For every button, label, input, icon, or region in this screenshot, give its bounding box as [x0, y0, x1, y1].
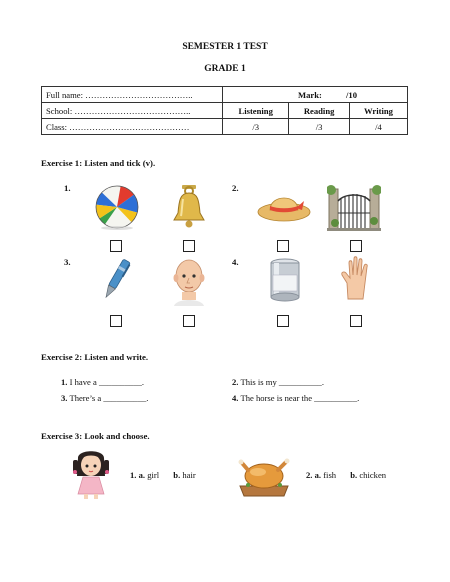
paint-can-icon: [268, 257, 302, 303]
reading-header: Reading: [289, 103, 350, 119]
exercise-1-title: Exercise 1: Listen and tick (v).: [41, 158, 156, 168]
tick-box-3b[interactable]: [183, 315, 195, 327]
listening-score: /3: [223, 119, 289, 135]
write-item-1-number: 1.: [61, 377, 68, 387]
tick-box-1a[interactable]: [110, 240, 122, 252]
write-item-3-text[interactable]: There’s a __________.: [67, 393, 149, 403]
choose-item-2-b-label: b.: [350, 470, 358, 480]
choose-item-1: [130, 470, 196, 480]
write-item-3-number: 3.: [61, 393, 68, 403]
tick-box-2b[interactable]: [350, 240, 362, 252]
hand-icon: [339, 255, 373, 303]
write-item-1-text[interactable]: I have a __________.: [67, 377, 145, 387]
mark-label: Mark:: [298, 89, 322, 100]
sun-hat-icon: [256, 188, 312, 224]
item-number-2: 2.: [232, 183, 239, 193]
tick-box-2a[interactable]: [277, 240, 289, 252]
item-number-1: 1.: [64, 183, 71, 193]
pen-icon: [100, 256, 132, 304]
choose-item-2-number: 2. a.: [306, 470, 322, 480]
write-item-4: [232, 393, 359, 403]
choose-item-2-option-b[interactable]: chicken: [357, 470, 387, 480]
tick-box-1b[interactable]: [183, 240, 195, 252]
write-item-4-number: 4.: [232, 393, 239, 403]
page-title: SEMESTER 1 TEST: [182, 42, 268, 52]
tick-box-4a[interactable]: [277, 315, 289, 327]
choose-item-1-b-label: b.: [173, 470, 181, 480]
choose-item-1-option-a[interactable]: girl: [145, 470, 160, 480]
info-table: [41, 86, 408, 135]
write-item-2-text[interactable]: This is my __________.: [238, 377, 325, 387]
tick-box-4b[interactable]: [350, 315, 362, 327]
write-item-3: [61, 393, 148, 403]
write-item-2: [232, 377, 324, 387]
choose-item-1-option-b[interactable]: hair: [180, 470, 196, 480]
write-item-2-number: 2.: [232, 377, 239, 387]
full-name-field[interactable]: Full name: ………………………………..: [42, 87, 223, 103]
gate-icon: [327, 183, 381, 231]
exercise-2-title: Exercise 2: Listen and write.: [41, 352, 149, 362]
exercise-3-title: Exercise 3: Look and choose.: [41, 431, 150, 441]
bell-icon: [170, 183, 208, 231]
item-number-4: 4.: [232, 257, 239, 267]
item-number-3: 3.: [64, 257, 71, 267]
tick-box-3a[interactable]: [110, 315, 122, 327]
choose-item-2-option-a[interactable]: fish: [321, 470, 337, 480]
reading-score: /3: [289, 119, 350, 135]
mark-cell: [223, 87, 408, 103]
write-item-1: [61, 377, 144, 387]
listening-header: Listening: [223, 103, 289, 119]
writing-score: /4: [349, 119, 407, 135]
bald-head-icon: [172, 256, 206, 306]
writing-header: Writing: [349, 103, 407, 119]
mark-value: /10: [346, 89, 358, 100]
school-field[interactable]: School: …………………………………..: [42, 103, 223, 119]
girl-icon: [70, 450, 112, 500]
class-field[interactable]: Class: ……………………………………: [42, 119, 223, 135]
roast-chicken-icon: [236, 452, 292, 498]
beach-ball-icon: [91, 184, 143, 230]
choose-item-1-number: 1. a.: [130, 470, 146, 480]
choose-item-2: [306, 470, 386, 480]
write-item-4-text[interactable]: The horse is near the __________.: [238, 393, 360, 403]
grade-label: GRADE 1: [204, 64, 246, 74]
